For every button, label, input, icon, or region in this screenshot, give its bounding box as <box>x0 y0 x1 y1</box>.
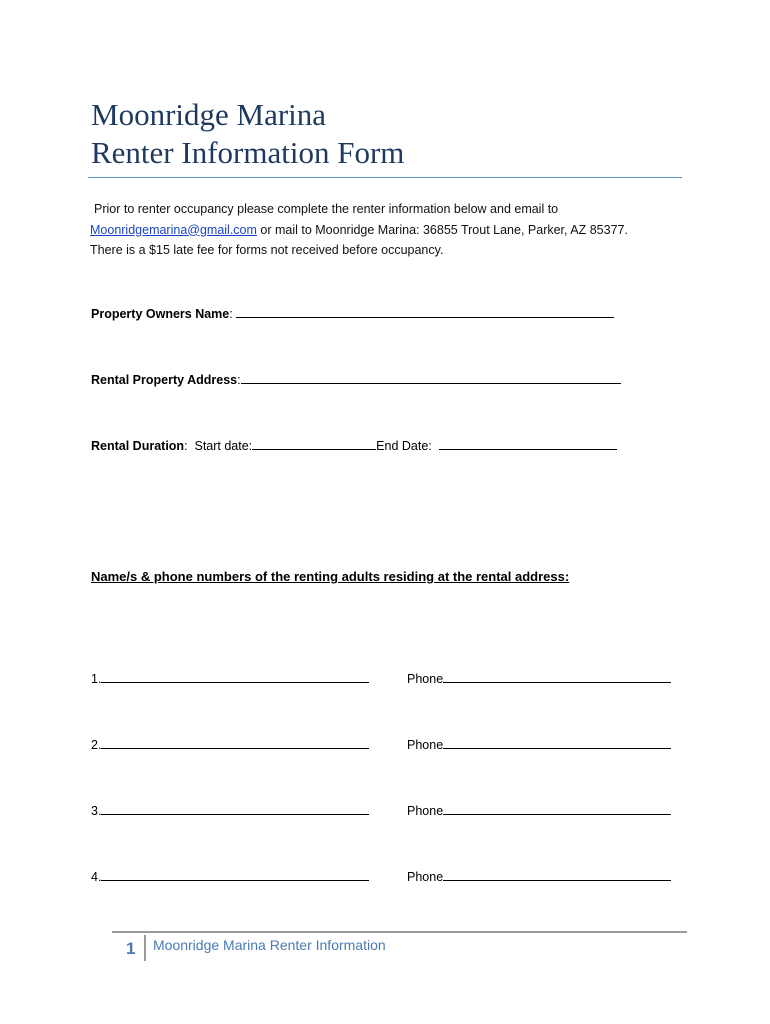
start-date-blank[interactable] <box>252 437 376 450</box>
renter-name-field <box>91 868 369 885</box>
renter-number: 3. <box>91 804 102 818</box>
email-link[interactable]: Moonridgemarina@gmail.com <box>90 222 257 237</box>
renter-name-field <box>91 670 369 687</box>
renter-name-blank[interactable] <box>101 802 369 815</box>
renter-number: 1. <box>91 672 102 686</box>
owner-name-label: Property Owners Name <box>91 307 230 321</box>
phone-label: Phone <box>407 870 444 884</box>
phone-label: Phone <box>407 738 444 752</box>
intro-paragraph <box>90 199 690 261</box>
renter-phone-field <box>407 736 671 753</box>
phone-blank[interactable] <box>443 736 671 749</box>
footer-separator <box>144 935 146 961</box>
duration-field: Rental Duration: Start date: End Date: <box>91 437 617 454</box>
renter-name-field <box>91 802 369 819</box>
intro-line-2: or mail to Moonridge Marina: 36855 Trout Lane, Parker, AZ 85377. <box>256 222 628 237</box>
footer-divider <box>112 931 687 933</box>
phone-label: Phone <box>407 672 444 686</box>
address-blank[interactable] <box>241 371 621 384</box>
phone-blank[interactable] <box>443 868 671 881</box>
title-line-1: Moonridge Marina <box>91 97 327 132</box>
renter-number: 4. <box>91 870 102 884</box>
title-divider <box>88 177 682 178</box>
form-title <box>91 96 404 172</box>
renter-phone-field <box>407 670 671 687</box>
renters-heading: Name/s & phone numbers of the renting adults residing at the rental address: <box>91 569 570 584</box>
address-field: Rental Property Address: <box>91 371 621 388</box>
duration-label: Rental Duration <box>91 439 185 453</box>
renter-name-blank[interactable] <box>101 736 369 749</box>
owner-name-field: Property Owners Name: <box>91 305 614 322</box>
phone-blank[interactable] <box>443 802 671 815</box>
end-date-blank[interactable] <box>439 437 617 450</box>
address-label: Rental Property Address <box>91 373 238 387</box>
end-date-label: End Date: <box>376 439 432 453</box>
page-number: 1 <box>126 939 136 958</box>
renter-name-field <box>91 736 369 753</box>
renter-phone-field <box>407 802 671 819</box>
start-date-label: Start date: <box>194 439 253 453</box>
renter-name-blank[interactable] <box>101 670 369 683</box>
renter-number: 2. <box>91 738 102 752</box>
intro-line-1: Prior to renter occupancy please complete the renter information below and email to <box>94 202 559 216</box>
renter-phone-field <box>407 868 671 885</box>
owner-name-blank[interactable] <box>236 305 614 318</box>
intro-line-3: There is a $15 late fee for forms not received before occupancy. <box>90 243 444 257</box>
phone-blank[interactable] <box>443 670 671 683</box>
phone-label: Phone <box>407 804 444 818</box>
title-line-2: Renter Information Form <box>91 135 405 170</box>
footer-title: Moonridge Marina Renter Information <box>153 937 386 953</box>
renter-name-blank[interactable] <box>101 868 369 881</box>
